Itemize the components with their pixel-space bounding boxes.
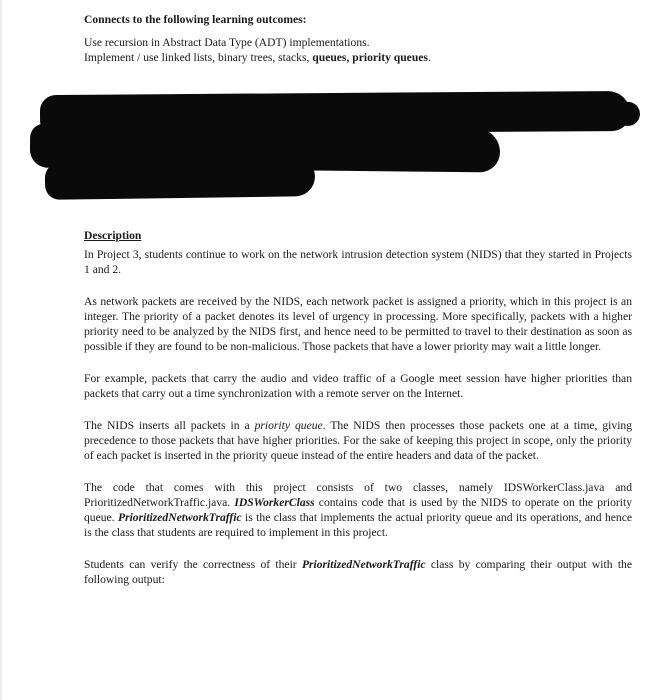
description-paragraph-4 bbox=[84, 418, 632, 463]
p5-text-a: The code that comes with this project consists of two classes, namely IDSWorkerClass.java and PrioritizedNetworkTraffic.java. bbox=[84, 481, 632, 509]
p5-text-b: contains code that is used by the NIDS to operate on the priority queue. bbox=[84, 496, 632, 524]
p5-idsworkerclass-emphasis: IDSWorkerClass bbox=[234, 496, 315, 509]
lo-line2-text: Implement / use linked lists, binary trees, stacks, bbox=[84, 51, 313, 64]
lo-priority-queues-bold: priority queues bbox=[352, 51, 428, 64]
p6-prioritized-emphasis: PrioritizedNetworkTraffic bbox=[301, 558, 426, 571]
lo-period: . bbox=[427, 51, 431, 64]
lo-separator: , bbox=[346, 51, 353, 64]
redaction-mark-3 bbox=[45, 158, 316, 200]
description-paragraph-2: As network packets are received by the NIDS, each network packet is assigned a priority, which in this project is an integer. The priority of a packet denotes its level of urgency in processing. More specifically, packets with a higher priority need to be analyzed by the NIDS first, and hence need to be permitted to travel to their destination as soon as possible if they are found to be non-malicious. Those packets that have a lower priority may wait a little longer. bbox=[84, 295, 632, 353]
learning-outcomes-title: Connects to the following learning outcomes: bbox=[84, 13, 307, 26]
description-paragraph-1: In Project 3, students continue to work on the network intrusion detection system (NIDS) that they started in Projects 1 and 2. bbox=[84, 248, 632, 276]
lo-queues-bold: queues bbox=[312, 51, 347, 64]
p4-text-b: . The NIDS then processes those packets one at a time, giving precedence to those packets that have higher priorities. For the sake of keeping this project in scope, only the priority of each packet is inserted in the priority queue instead of the entire headers and data of the packet. bbox=[84, 419, 633, 462]
description-paragraph-6 bbox=[84, 557, 632, 587]
learning-outcome-recursion: Use recursion in Abstract Data Type (ADT) implementations. bbox=[84, 36, 370, 49]
p5-prioritized-emphasis: PrioritizedNetworkTraffic bbox=[117, 511, 242, 524]
description-paragraph-5 bbox=[84, 480, 632, 540]
p5-text-c: is the class that implements the actual priority queue and its operations, and hence is the class that students are required to implement in this project. bbox=[84, 511, 633, 539]
p6-text-a: Students can verify the correctness of their bbox=[84, 558, 302, 571]
learning-outcomes-section bbox=[84, 12, 644, 65]
p6-text-b: class by comparing their output with the following output: bbox=[84, 558, 632, 586]
p4-text-a: The NIDS inserts all packets in a bbox=[84, 419, 255, 432]
description-heading: Description bbox=[84, 229, 142, 242]
description-section bbox=[84, 228, 632, 587]
description-paragraph-3: For example, packets that carry the audio and video traffic of a Google meet session have higher priorities than packets that carry out a time synchronization with a remote server on the Internet. bbox=[84, 372, 632, 400]
redaction-mark-4 bbox=[470, 98, 641, 126]
learning-outcome-data-structures bbox=[84, 50, 644, 65]
page-edge-shadow bbox=[0, 0, 3, 700]
p4-priority-queue-emphasis: priority queue bbox=[254, 419, 323, 432]
